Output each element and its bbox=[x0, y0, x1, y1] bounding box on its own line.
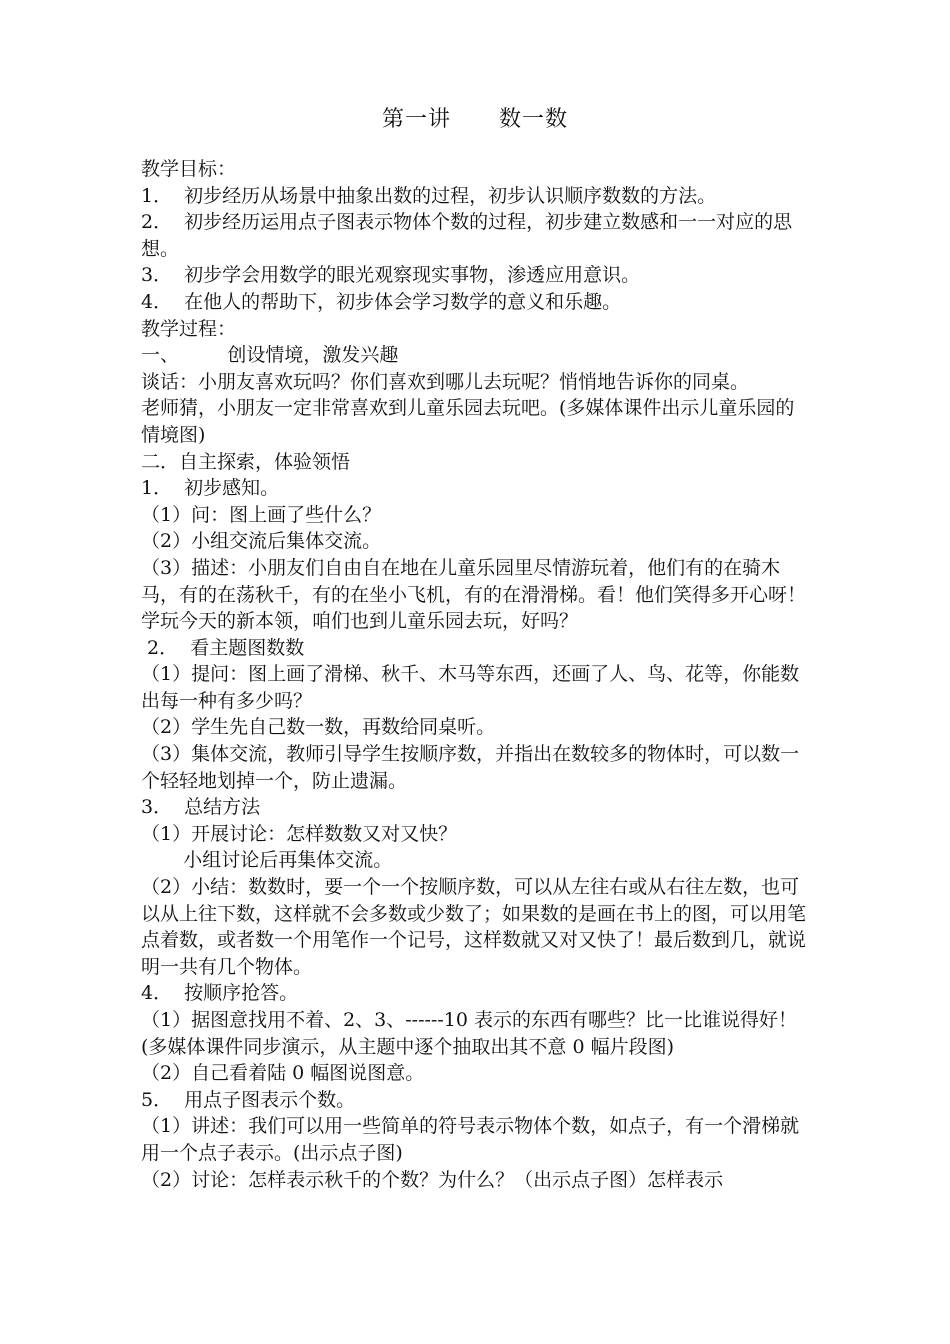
text-line: （2）讨论：怎样表示秋千的个数？为什么？（出示点子图）怎样表示 bbox=[141, 1168, 724, 1191]
text-line: （2）小组交流后集体交流。 bbox=[141, 530, 382, 553]
text-line: 小组讨论后再集体交流。 bbox=[141, 849, 393, 872]
text-line: （2）自己看着陆 0 幅图说图意。 bbox=[141, 1062, 425, 1085]
text-line: （3）集体交流，教师引导学生按顺序数，并指出在数较多的物体时，可以数一个轻轻地划掉一个，防止遗漏。 bbox=[141, 743, 800, 792]
text-line: 二．自主探索，体验领悟 bbox=[141, 450, 351, 473]
text-line: （1）讲述：我们可以用一些简单的符号表示物体个数，如点子，有一个滑梯就用一个点子表示。(出示点子图) bbox=[141, 1115, 800, 1164]
page-title: 第一讲 数一数 bbox=[382, 107, 568, 132]
text-line: 1． 初步经历从场景中抽象出数的过程，初步认识顺序数数的方法。 bbox=[141, 184, 717, 207]
text-line: 4． 在他人的帮助下，初步体会学习数学的意义和乐趣。 bbox=[141, 290, 622, 313]
text-line: 1． 初步感知。 bbox=[141, 477, 280, 500]
text-line: （1）据图意找用不着、2、3、------10 表示的东西有哪些？比一比谁说得好！(多媒体课件同步演示，从主题中逐个抽取出其不意 0 幅片段图) bbox=[141, 1009, 798, 1058]
text-line: 2． 初步经历运用点子图表示物体个数的过程，初步建立数感和一一对应的思想。 bbox=[141, 211, 793, 260]
text-line: 2． 看主题图数数 bbox=[141, 636, 305, 659]
text-line: （2）学生先自己数一数，再数给同桌听。 bbox=[141, 716, 496, 739]
text-line: （2）小结：数数时，要一个一个按顺序数，可以从左往右或从右往左数，也可以从上往下数，这样就不会多数或少数了；如果数的是画在书上的图，可以用笔点着数，或者数一个用笔作一个记号，这样数就又对又快了！最后数到几，就说明一共有几个物体。 bbox=[141, 876, 807, 978]
text-line: 5． 用点子图表示个数。 bbox=[141, 1088, 356, 1111]
text-line: 3． 初步学会用数学的眼光观察现实事物，渗透应用意识。 bbox=[141, 264, 641, 287]
text-line: 4． 按顺序抢答。 bbox=[141, 982, 299, 1005]
text-line: （3）描述：小朋友们自由自在地在儿童乐园里尽情游玩着，他们有的在骑木马，有的在荡秋千，有的在坐小飞机，有的在滑滑梯。看！他们笑得多开心呀！学玩今天的新本领，咱们也到儿童乐园去玩，好吗？ bbox=[141, 556, 807, 633]
text-line: 教学目标： bbox=[141, 158, 237, 180]
text-line: 3． 总结方法 bbox=[141, 796, 261, 819]
text-line: （1）开展讨论：怎样数数又对又快？ bbox=[141, 822, 458, 845]
text-line: （1）问：图上画了些什么？ bbox=[141, 503, 382, 526]
text-line: 教学过程： bbox=[141, 317, 237, 340]
text-line: 谈话：小朋友喜欢玩吗？你们喜欢到哪儿去玩呢？悄悄地告诉你的同桌。 bbox=[141, 370, 750, 393]
text-line: 老师猜，小朋友一定非常喜欢到儿童乐园去玩吧。(多媒体课件出示儿童乐园的情境图) bbox=[141, 397, 795, 446]
text-line: 一、 创设情境，激发兴趣 bbox=[141, 344, 399, 367]
document-body bbox=[141, 156, 813, 1193]
text-line: （1）提问：图上画了滑梯、秋千、木马等东西，还画了人、鸟、花等，你能数出每一种有多少吗？ bbox=[141, 663, 800, 712]
